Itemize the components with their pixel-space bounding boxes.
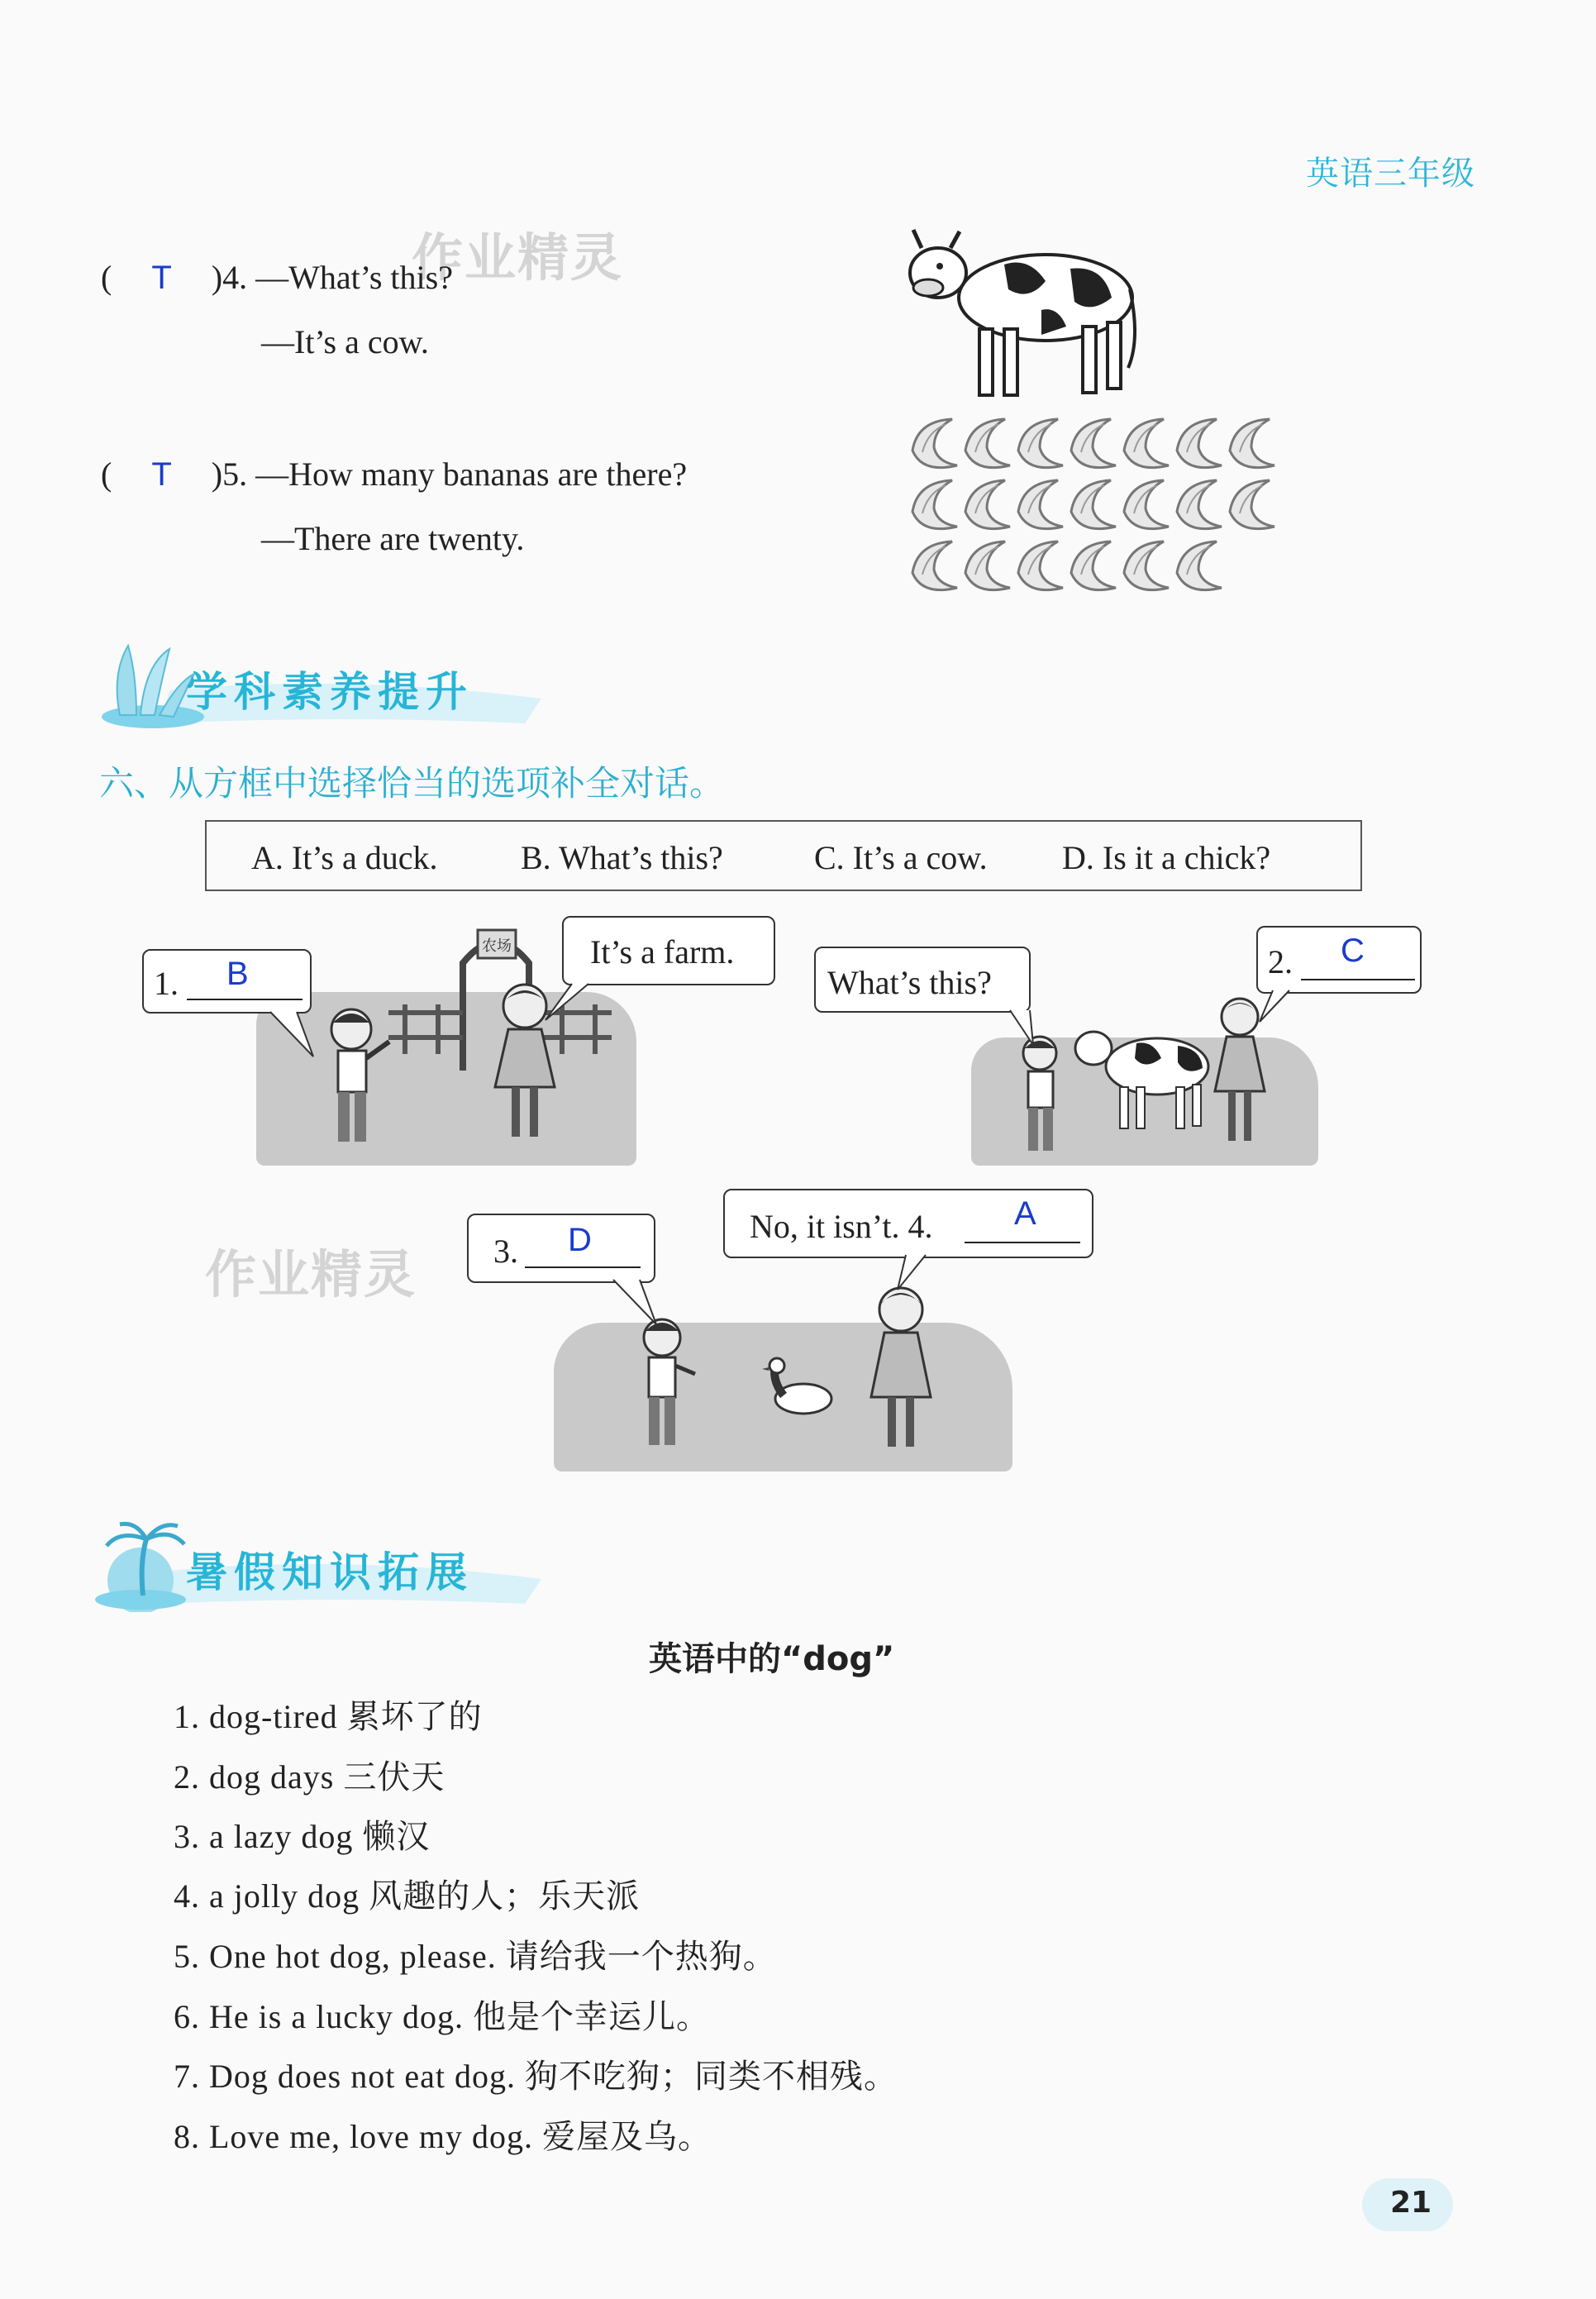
- blank-number-2: 2.: [1268, 943, 1293, 980]
- banana-row-3: [912, 541, 1222, 590]
- whats-this-text: What’s this?: [827, 964, 992, 1001]
- section-title-summer: 暑假知识拓展: [186, 1548, 474, 1596]
- list-item: 3. a lazy dog 懒汉: [174, 1818, 431, 1855]
- section-banner-summer: [95, 1521, 558, 1612]
- list-item: 6. He is a lucky dog. 他是个幸运儿。: [174, 1998, 710, 2035]
- boy-figure: [632, 1314, 698, 1455]
- question-line1: —How many bananas are there?: [255, 456, 688, 493]
- section-banner-literacy: [95, 641, 558, 732]
- dog-list-title: 英语中的“dog”: [649, 1640, 895, 1678]
- exercise-6-instruction: 六、从方框中选择恰当的选项补全对话。: [99, 763, 725, 804]
- answer-4: T: [151, 260, 172, 296]
- cow-figure: [1070, 1009, 1211, 1133]
- bubble-4-text: No, it isn’t. 4.: [750, 1208, 933, 1245]
- blank-number-1: 1.: [154, 965, 179, 1002]
- speech-bubble-2: [1256, 926, 1422, 994]
- speech-bubble-3: [467, 1214, 655, 1283]
- answer-line-5: —There are twenty.: [261, 520, 525, 557]
- bananas-illustration: [909, 417, 1289, 608]
- list-item: 1. dog-tired 累坏了的: [174, 1698, 483, 1735]
- girl-figure: [860, 1281, 942, 1455]
- paren-close: ): [211, 456, 223, 493]
- question-number: 5.: [222, 456, 248, 493]
- paren-open: (: [101, 456, 112, 493]
- option-d: D. Is it a chick?: [1062, 839, 1271, 876]
- question-4: [101, 258, 453, 297]
- list-item: 4. a jolly dog 风趣的人；乐天派: [174, 1877, 641, 1915]
- farm-bubble-text: It’s a farm.: [590, 933, 735, 971]
- blank-number-3: 3.: [493, 1233, 518, 1270]
- list-item: 2. dog days 三伏天: [174, 1758, 445, 1796]
- list-item: 7. Dog does not eat dog. 狗不吃狗；同类不相残。: [174, 2058, 898, 2095]
- section-title-literacy: 学科素养提升: [186, 668, 474, 716]
- option-c: C. It’s a cow.: [814, 839, 988, 876]
- paren-open: (: [101, 259, 112, 296]
- question-number: 4.: [222, 259, 248, 296]
- question-line1: —What’s this?: [255, 259, 453, 296]
- blank-line-3[interactable]: [525, 1266, 641, 1268]
- watermark: 作业精灵: [205, 1244, 417, 1305]
- bubble-tail: [1008, 1009, 1050, 1050]
- speech-bubble-1: [142, 949, 312, 1014]
- question-5: [101, 455, 687, 494]
- bubble-tail: [612, 1278, 661, 1328]
- answer-5: T: [151, 456, 172, 493]
- blank-answer-1: B: [226, 956, 249, 992]
- boy-figure: [318, 1004, 393, 1149]
- bubble-tail: [542, 982, 592, 1023]
- page-number: 21: [1390, 2186, 1432, 2220]
- option-a: A. It’s a duck.: [251, 839, 438, 876]
- blank-line-2[interactable]: [1301, 979, 1415, 980]
- blank-answer-2: C: [1341, 932, 1365, 969]
- speech-bubble-whats-this: [814, 947, 1031, 1013]
- blank-line-1[interactable]: [187, 999, 303, 1000]
- banana-row-1: [912, 419, 1274, 468]
- paren-close: ): [211, 259, 223, 296]
- speech-bubble-farm: [562, 916, 775, 985]
- bubble-tail: [1256, 989, 1306, 1030]
- farm-sign: 农场: [482, 937, 512, 955]
- speech-bubble-4: [723, 1189, 1093, 1258]
- answer-line-4: —It’s a cow.: [261, 323, 429, 360]
- boy-figure: [1015, 1033, 1073, 1157]
- cow-illustration: [905, 223, 1136, 405]
- option-b: B. What’s this?: [521, 839, 723, 876]
- duck-figure: [760, 1356, 835, 1422]
- blank-line-4[interactable]: [965, 1242, 1080, 1243]
- grade-header: 英语三年级: [1306, 155, 1475, 193]
- options-box: [205, 820, 1362, 891]
- bubble-tail: [269, 1010, 318, 1060]
- list-item: 8. Love me, love my dog. 爱屋及乌。: [174, 2118, 712, 2155]
- bubble-tail: [893, 1253, 934, 1295]
- blank-answer-4: A: [1014, 1195, 1036, 1232]
- blank-answer-3: D: [568, 1222, 592, 1258]
- list-item: 5. One hot dog, please. 请给我一个热狗。: [174, 1938, 777, 1975]
- banana-row-2: [912, 480, 1274, 529]
- watermark: 作业精灵: [412, 227, 624, 288]
